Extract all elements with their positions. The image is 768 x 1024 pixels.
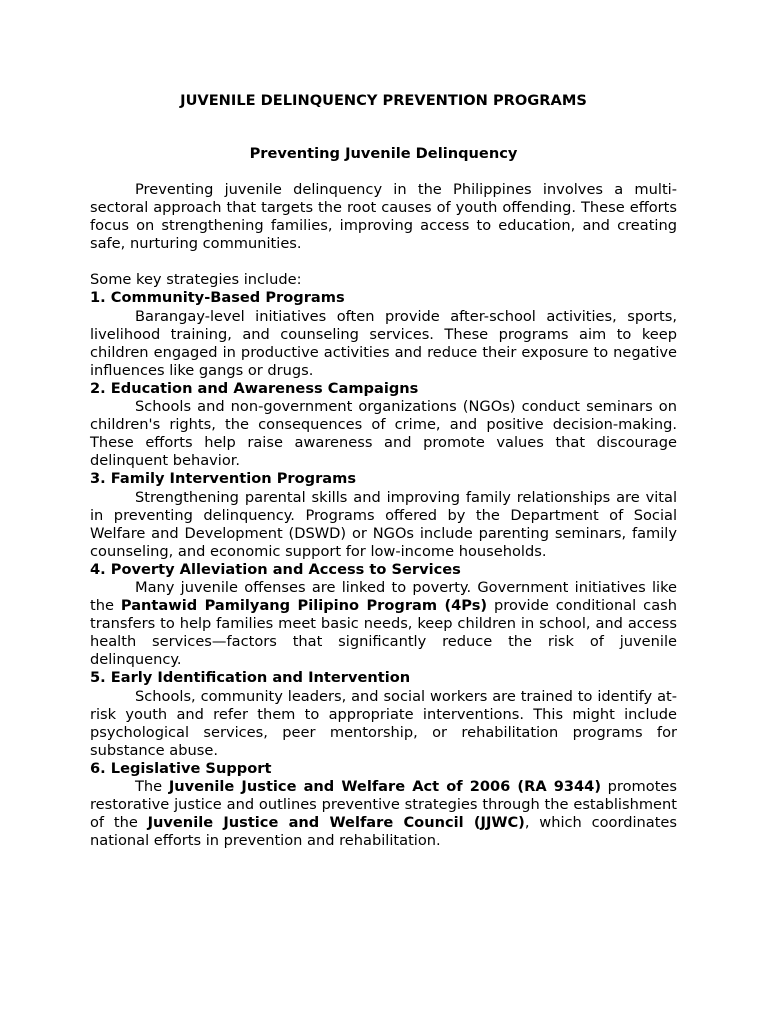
section-heading: 6. Legislative Support [90, 759, 272, 777]
intro-paragraph: Preventing juvenile delinquency in the Philippines involves a multi-sectoral approach that targets the root causes of youth offending. These efforts focus on strengthening families, improving access to education, and creating safe, nurturing communities. [90, 181, 677, 253]
body-text: Many juvenile offenses are linked to poverty. Government initiatives like the [90, 578, 677, 615]
section-family-intervention [90, 470, 677, 560]
strategies-lead: Some key strategies include: [90, 271, 302, 289]
section-body: Barangay-level initiatives often provide after-school activities, sports, livelihood training, and counseling services. These programs aim to keep children engaged in productive activities and reduce their exposure to negative influences like gangs or drugs. [90, 307, 677, 379]
section-heading: 1. Community-Based Programs [90, 289, 345, 307]
body-text: promotes restorative justice and outlines preventive strategies through the establishment of the [90, 778, 677, 832]
section-heading: 4. Poverty Alleviation and Access to Services [90, 560, 461, 578]
section-heading: 5. Early Identification and Intervention [90, 669, 411, 687]
section-poverty-alleviation [90, 561, 677, 670]
section-heading: 3. Family Intervention Programs [90, 470, 357, 488]
body-text: The [135, 778, 169, 795]
section-legislative-support [90, 760, 677, 850]
section-body: Schools and non-government organizations (NGOs) conduct seminars on children's rights, the consequences of crime, and positive decision-making. These efforts help raise awareness and promote values that discourage delinquent behavior. [90, 398, 677, 470]
section-body [90, 579, 677, 669]
document-subtitle: Preventing Juvenile Delinquency [249, 145, 518, 162]
section-community-based [90, 289, 677, 379]
body-text: provide conditional cash transfers to help families meet basic needs, keep children in school, and access health services—factors that significantly reduce the risk of juvenile delinquency. [90, 597, 677, 669]
law-name: Juvenile Justice and Welfare Act of 2006 (RA 9344) [168, 778, 602, 795]
section-body [90, 778, 677, 850]
document-title: JUVENILE DELINQUENCY PREVENTION PROGRAMS [180, 92, 587, 109]
section-heading: 2. Education and Awareness Campaigns [90, 379, 419, 397]
section-body: Schools, community leaders, and social workers are trained to identify at-risk youth and refer them to appropriate interventions. This might include psychological services, peer mentorship, or rehabilitation programs for substance abuse. [90, 687, 677, 759]
section-education-awareness [90, 380, 677, 470]
document-page [90, 92, 677, 850]
section-early-identification [90, 669, 677, 759]
body-text: , which coordinates national efforts in prevention and rehabilitation. [90, 814, 678, 850]
program-name: Pantawid Pamilyang Pilipino Program (4Ps) [120, 597, 488, 615]
section-body: Strengthening parental skills and improving family relationships are vital in preventing delinquency. Programs offered by the Department of Social Welfare and Development (DSWD) or NGOs include parenting seminars, family counseling, and economic support for low-income households. [90, 488, 677, 560]
council-name: Juvenile Justice and Welfare Council (JJWC) [147, 814, 525, 832]
